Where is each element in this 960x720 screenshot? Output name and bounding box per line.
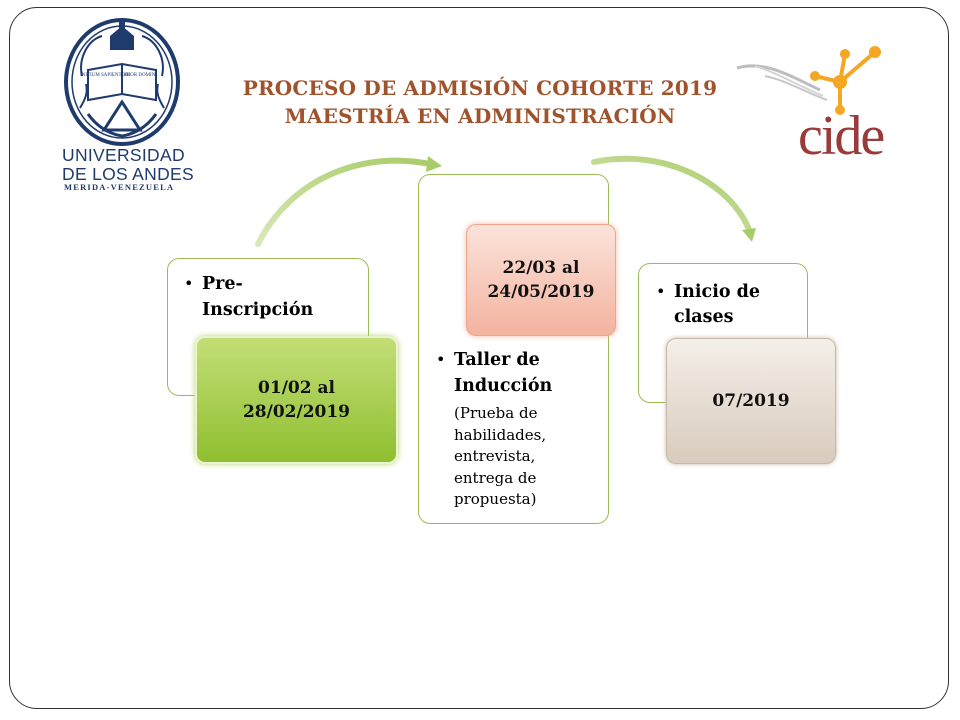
step1-date-line2: 28/02/2019: [242, 402, 351, 422]
step2-bullet: •: [436, 350, 446, 369]
step3-date-box: [666, 338, 836, 464]
step2-date-line2: 24/05/2019: [487, 282, 595, 302]
ula-name-line1: UNIVERSIDAD: [62, 145, 185, 165]
step2-date-box: [466, 224, 616, 336]
step2-label-line2: Inducción: [454, 376, 553, 396]
step1-bullet: •: [184, 274, 194, 293]
ula-location: MERIDA-VENEZUELA: [64, 182, 175, 192]
page-title-line1: PROCESO DE ADMISIÓN COHORTE 2019: [242, 76, 718, 100]
book-right-text: TIMOR DOMINI: [121, 73, 157, 78]
step1-label-line1: Pre-: [202, 274, 243, 294]
step1-date-box: [195, 336, 398, 464]
step2-date-line1: 22/03 al: [502, 258, 580, 278]
step3-bullet: •: [656, 282, 666, 301]
book-left-text: INITIUM SAPIENTIAE: [80, 73, 130, 78]
page-title-line2: MAESTRÍA EN ADMINISTRACIÓN: [284, 104, 676, 128]
ula-name-line2: DE LOS ANDES: [62, 164, 194, 184]
step3-label-line1: Inicio de: [674, 282, 760, 302]
step1-date-line1: 01/02 al: [258, 378, 335, 398]
cide-wordmark: cide: [798, 105, 884, 167]
step1-label-line2: Inscripción: [202, 300, 314, 320]
step2-label-line1: Taller de: [454, 350, 540, 370]
step3-label-line2: clases: [674, 307, 734, 327]
step2-detail: (Prueba de habilidades, entrevista, entrega de propuesta): [454, 404, 547, 508]
step3-date-line1: 07/2019: [712, 391, 790, 411]
